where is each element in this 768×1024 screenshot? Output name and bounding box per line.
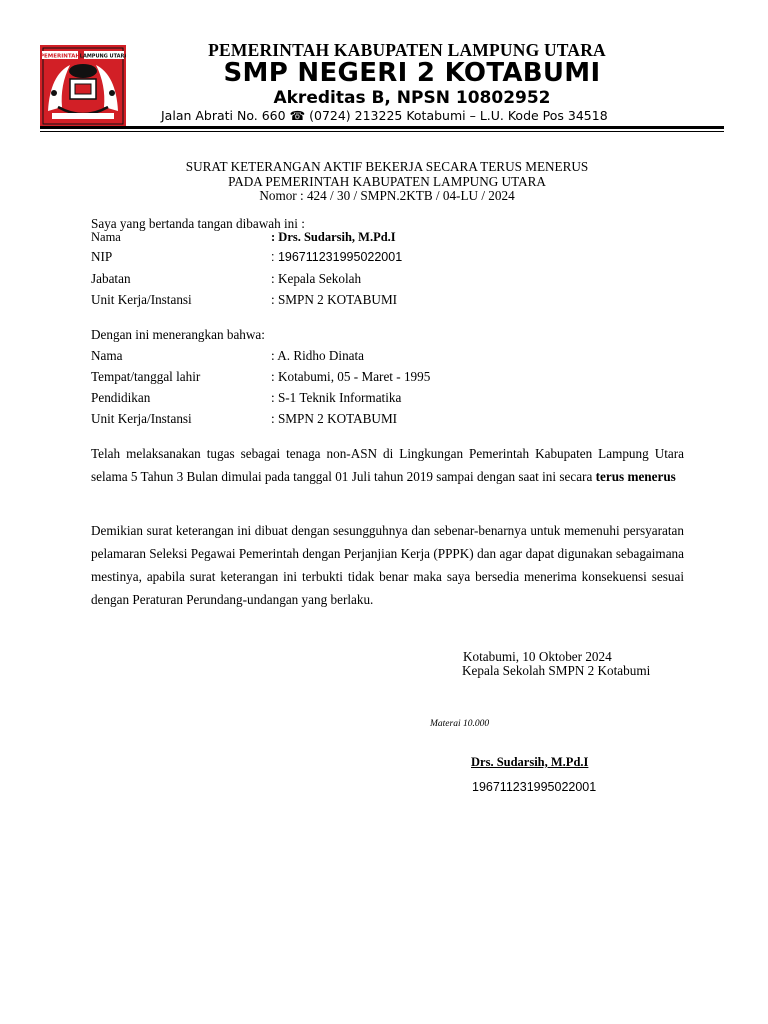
subject-name-label: Nama: [91, 348, 123, 363]
employment-statement-emphasis: terus menerus: [595, 469, 676, 484]
signer-unit-value: : SMPN 2 KOTABUMI: [271, 292, 398, 307]
subject-intro: Dengan ini menerangkan bahwa:: [91, 327, 265, 342]
signer-name-label: Nama: [91, 230, 121, 244]
svg-text:PEMERINTAH: PEMERINTAH: [40, 53, 81, 60]
signer-position-label: Jabatan: [91, 271, 131, 286]
closing-statement: [91, 519, 684, 611]
letter-title: SURAT KETERANGAN AKTIF BEKERJA SECARA TERUS MENERUS: [185, 159, 589, 174]
duty-stamp-note: Materai 10.000: [430, 719, 490, 729]
signer-position-value: : Kepala Sekolah: [271, 271, 362, 286]
government-name: PEMERINTAH KABUPATEN LAMPUNG UTARA: [208, 40, 606, 60]
subject-unit-value: : SMPN 2 KOTABUMI: [271, 411, 398, 426]
signer-nip-value: : 196711231995022001: [271, 250, 403, 264]
employment-statement: [91, 442, 684, 488]
employment-statement-text: Telah melaksanakan tugas sebagai tenaga non-ASN di Lingkungan Pemerintah Kabupaten Lampung Utara selama 5 Tahun 3 Bulan dimulai pada tanggal 01 Juli tahun 2019 sampai dengan saat ini secara: [91, 446, 684, 484]
letterhead-rule-thick: [40, 126, 724, 129]
signer-signature-name: Drs. Sudarsih, M.Pd.I: [471, 755, 589, 769]
closing-statement-text: Demikian surat keterangan ini dibuat dengan sesungguhnya dan sebenar-benarnya untuk memenuhi persyaratan pelamaran Seleksi Pegawai Pemerintah dengan Perjanjian Kerja (PPPK) dan agar dapat digunakan sebagaimana mestinya, apabila surat keterangan ini terbukti tidak benar maka saya bersedia menerima konsekuensi sesuai dengan Peraturan Perundang-undangan yang berlaku.: [91, 523, 684, 607]
signer-position: Kepala Sekolah SMPN 2 Kotabumi: [462, 663, 651, 678]
accreditation-line: Akreditas B, NPSN 10802952: [273, 88, 551, 108]
signer-signature-nip: 196711231995022001: [472, 780, 597, 794]
letter-number: Nomor : 424 / 30 / SMPN.2KTB / 04-LU / 2024: [259, 188, 515, 203]
signer-intro: Saya yang bertanda tangan dibawah ini :: [91, 216, 305, 231]
subject-education-label: Pendidikan: [91, 390, 151, 405]
school-name: SMP NEGERI 2 KOTABUMI: [223, 58, 601, 88]
place-date: Kotabumi, 10 Oktober 2024: [463, 649, 612, 664]
subject-birth-label: Tempat/tanggal lahir: [91, 369, 201, 384]
subject-unit-label: Unit Kerja/Instansi: [91, 411, 192, 426]
svg-text:LAMPUNG UTARA: LAMPUNG UTARA: [79, 53, 126, 60]
signer-nip-label: NIP: [91, 249, 113, 264]
signer-name-value: : Drs. Sudarsih, M.Pd.I: [271, 230, 396, 244]
signer-unit-label: Unit Kerja/Instansi: [91, 292, 192, 307]
letterhead-rule-thin: [40, 131, 724, 132]
subject-name-value: : A. Ridho Dinata: [271, 348, 365, 363]
subject-education-value: : S-1 Teknik Informatika: [271, 390, 402, 405]
subject-birth-value: : Kotabumi, 05 - Maret - 1995: [271, 369, 431, 384]
letter-subtitle: PADA PEMERINTAH KABUPATEN LAMPUNG UTARA: [228, 174, 546, 189]
school-address: Jalan Abrati No. 660 ☎ (0724) 213225 Kotabumi – L.U. Kode Pos 34518: [161, 108, 608, 123]
